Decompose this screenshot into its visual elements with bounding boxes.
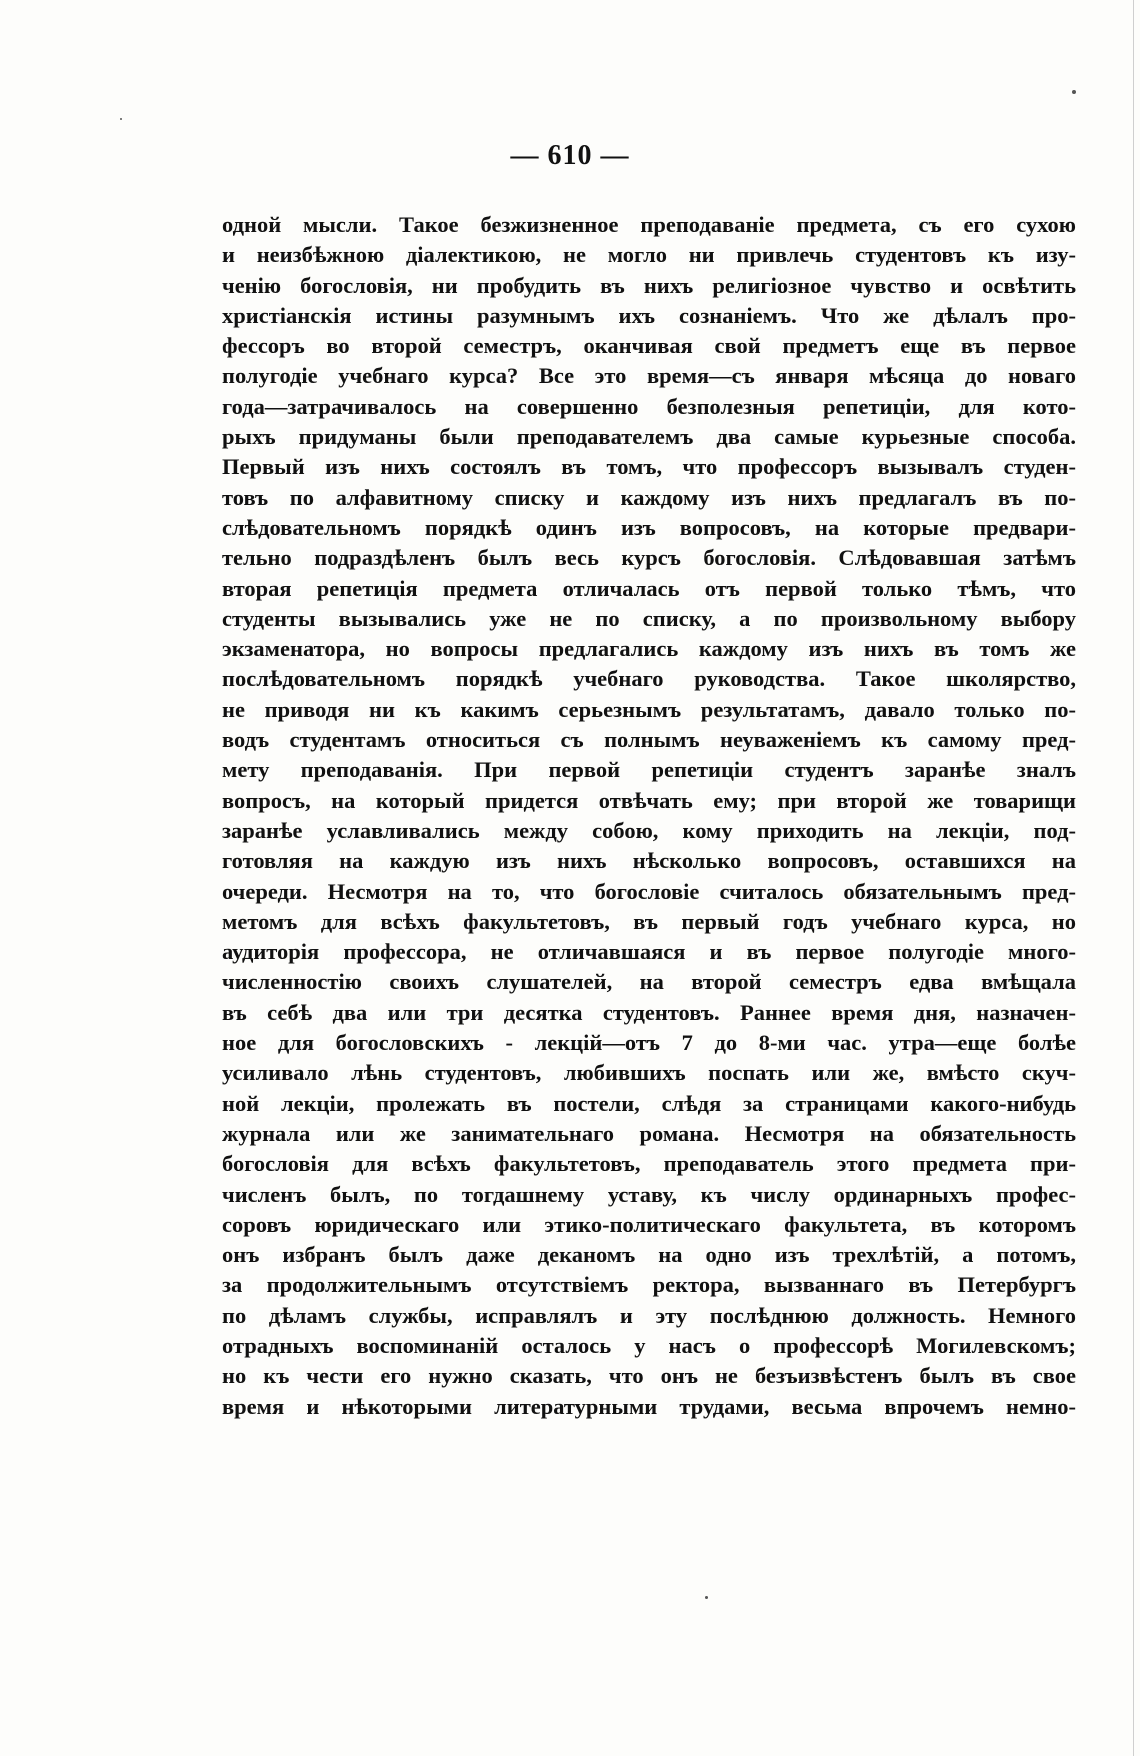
text-line: одной мысли. Такое безжизненное преподаваніе предмета, съ его сухою bbox=[222, 212, 1076, 237]
text-line: и неизбѣжною діалектикою, не могло ни привлечь студентовъ къ изу- bbox=[222, 242, 1076, 268]
text-line: ное для богословскихъ - лекцій—отъ 7 до 8-ми час. утра—еще болѣе bbox=[222, 1030, 1076, 1056]
text-line: полугодіе учебнаго курса? Все это время—съ января мѣсяца до новаго bbox=[222, 363, 1076, 389]
text-line: Первый изъ нихъ состоялъ въ томъ, что профессоръ вызывалъ студен- bbox=[222, 454, 1076, 480]
text-line: готовляя на каждую изъ нихъ нѣсколько вопросовъ, оставшихся на bbox=[222, 848, 1076, 874]
text-line: послѣдовательномъ порядкѣ учебнаго руководства. Такое школярство, bbox=[222, 666, 1076, 692]
text-line: года—затрачивалось на совершенно безполезныя репетиціи, для кото- bbox=[222, 393, 1076, 419]
text-line: очереди. Несмотря на то, что богословіе считалось обязательнымъ пред- bbox=[222, 878, 1076, 904]
text-line: соровъ юридическаго или этико-политическаго факультета, въ которомъ bbox=[222, 1211, 1076, 1237]
text-line: въ себѣ два или три десятка студентовъ. Раннее время дня, назначен- bbox=[222, 999, 1076, 1025]
text-line: мету преподаванія. При первой репетиціи студентъ заранѣе зналъ bbox=[222, 757, 1076, 783]
text-line: аудиторія профессора, не отличавшаяся и въ первое полугодіе много- bbox=[222, 939, 1076, 965]
print-speck bbox=[1072, 90, 1076, 94]
text-line: онъ избранъ былъ даже деканомъ на одно изъ трехлѣтій, а потомъ, bbox=[222, 1242, 1076, 1268]
text-line: рыхъ придуманы были преподавателемъ два самые курьезные способа. bbox=[222, 424, 1076, 450]
body-text bbox=[222, 210, 1076, 1422]
page-number: — 610 — bbox=[510, 140, 630, 171]
text-line: по дѣламъ службы, исправлялъ и эту послѣднюю должность. Немного bbox=[222, 1302, 1076, 1328]
text-line: численностію своихъ слушателей, на второй семестръ едва вмѣщала bbox=[222, 969, 1076, 995]
text-line: время и нѣкоторыми литературными трудами, весьма впрочемъ немно- bbox=[222, 1393, 1076, 1419]
text-line: водъ студентамъ относиться съ полнымъ неуваженіемъ къ самому пред- bbox=[222, 727, 1076, 753]
text-line: экзаменатора, но вопросы предлагались каждому изъ нихъ въ томъ же bbox=[222, 636, 1076, 662]
text-line: журнала или же занимательнаго романа. Несмотря на обязательность bbox=[222, 1120, 1076, 1146]
text-line: фессоръ во второй семестръ, оканчивая свой предметъ еще въ первое bbox=[222, 333, 1076, 359]
print-speck bbox=[120, 118, 122, 120]
page-edge-line bbox=[1133, 0, 1134, 1756]
text-line: тельно подраздѣленъ былъ весь курсъ богословія. Слѣдовавшая затѣмъ bbox=[222, 545, 1076, 571]
text-line: метомъ для всѣхъ факультетовъ, въ первый годъ учебнаго курса, но bbox=[222, 908, 1076, 934]
text-line: усиливало лѣнь студентовъ, любившихъ поспать или же, вмѣсто скуч- bbox=[222, 1060, 1076, 1086]
text-line: отрадныхъ воспоминаній осталось у насъ о профессорѣ Могилевскомъ; bbox=[222, 1332, 1076, 1358]
text-line: численъ былъ, по тогдашнему уставу, къ числу ординарныхъ профес- bbox=[222, 1181, 1076, 1207]
text-line: ченію богословія, ни пробудить въ нихъ религіозное чувство и освѣтить bbox=[222, 272, 1076, 298]
text-line: вторая репетиція предмета отличалась отъ первой только тѣмъ, что bbox=[222, 575, 1076, 601]
text-line: за продолжительнымъ отсутствіемъ ректора, вызваннаго въ Петербургъ bbox=[222, 1272, 1076, 1298]
print-speck bbox=[705, 1596, 708, 1599]
text-line: но къ чести его нужно сказать, что онъ не безъизвѣстенъ былъ въ свое bbox=[222, 1363, 1076, 1389]
text-line: товъ по алфавитному списку и каждому изъ нихъ предлагалъ въ по- bbox=[222, 484, 1076, 510]
text-line: студенты вызывались уже не по списку, а по произвольному выбору bbox=[222, 605, 1076, 631]
text-line: христіанскія истины разумнымъ ихъ сознаніемъ. Что же дѣлалъ про- bbox=[222, 302, 1076, 328]
text-line: богословія для всѣхъ факультетовъ, преподаватель этого предмета при- bbox=[222, 1151, 1076, 1177]
text-line: не приводя ни къ какимъ серьезнымъ результатамъ, давало только по- bbox=[222, 696, 1076, 722]
text-line: слѣдовательномъ порядкѣ одинъ изъ вопросовъ, на которые предвари- bbox=[222, 514, 1076, 540]
text-line: вопросъ, на который придется отвѣчать ему; при второй же товарищи bbox=[222, 787, 1076, 813]
text-line: ной лекціи, пролежать въ постели, слѣдя за страницами какого-нибудь bbox=[222, 1090, 1076, 1116]
text-line: заранѣе уславливались между собою, кому приходить на лекціи, под- bbox=[222, 817, 1076, 843]
